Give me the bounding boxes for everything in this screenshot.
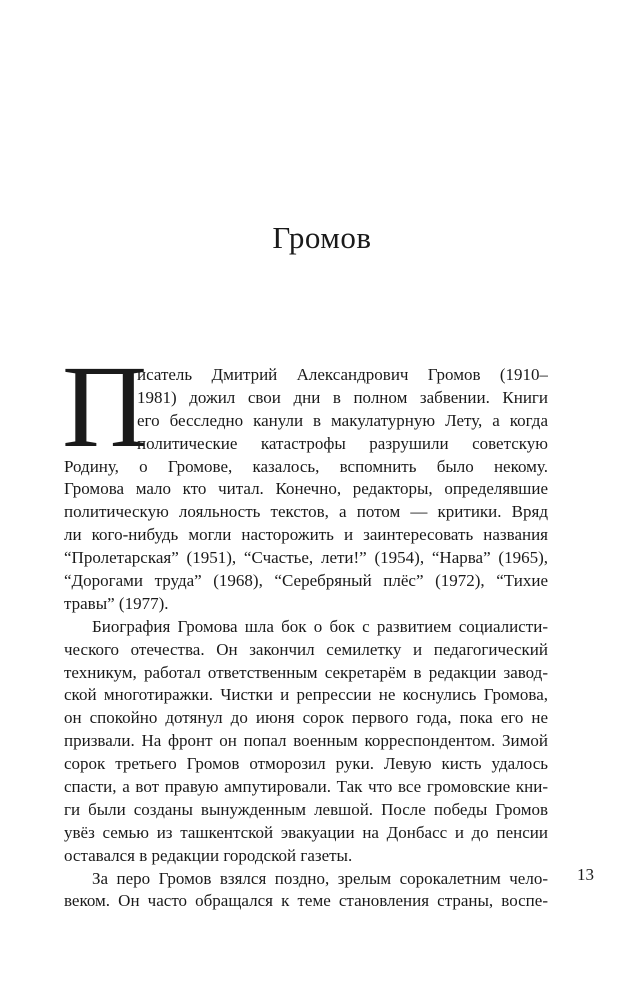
page-number: 13 bbox=[577, 865, 594, 884]
text-line: спасти, а вот правую ампутировали. Так что все громовские кни- bbox=[64, 777, 548, 797]
text-line: техникум, работал ответственным секретарём в редакции завод- bbox=[64, 662, 548, 682]
text-line: ги были созданы вынужденным левшой. После победы Громов bbox=[64, 799, 548, 819]
text-line: ской многотиражки. Чистки и репрессии не коснулись Громова, bbox=[64, 685, 548, 705]
text-line: ли кого-нибудь могли насторожить и заинтересовать названия bbox=[64, 525, 548, 545]
text-line: политические катастрофы разрушили советскую bbox=[137, 433, 548, 453]
body-text bbox=[64, 364, 548, 913]
text-line: Родину, о Громове, казалось, вспомнить было некому. bbox=[64, 456, 548, 476]
text-line: он спокойно дотянул до июня сорок первого года, пока его не bbox=[64, 708, 548, 728]
text-line: ческого отечества. Он закончил семилетку и педагогический bbox=[64, 639, 548, 659]
text-line: Громова мало кто читал. Конечно, редакторы, определявшие bbox=[64, 479, 548, 499]
drop-cap: П bbox=[62, 341, 148, 472]
text-line: 1981) дожил свои дни в полном забвении. Книги bbox=[137, 387, 548, 407]
text-line: увёз семью из ташкентской эвакуации на Донбасс и до пенсии bbox=[64, 822, 548, 842]
text-line: веком. Он часто обращался к теме становления страны, воспе- bbox=[64, 891, 548, 911]
chapter-title: Громов bbox=[272, 220, 372, 255]
text-line: сорок третьего Громов отморозил руки. Левую кисть удалось bbox=[64, 754, 548, 774]
text-line: травы” (1977). bbox=[64, 593, 169, 613]
text-line: Биография Громова шла бок о бок с развитием социалисти- bbox=[92, 616, 548, 636]
text-line: За перо Громов взялся поздно, зрелым сорокалетним чело- bbox=[92, 868, 548, 888]
text-line: “Дорогами труда” (1968), “Серебряный плёс” (1972), “Тихие bbox=[64, 571, 548, 591]
text-line: призвали. На фронт он попал военным корреспондентом. Зимой bbox=[64, 731, 548, 751]
text-line: политическую лояльность текстов, а потом — критики. Вряд bbox=[64, 502, 548, 522]
text-line: его бесследно канули в макулатурную Лету, а когда bbox=[137, 410, 548, 430]
text-line: оставался в редакции городской газеты. bbox=[64, 845, 353, 865]
text-line: исатель Дмитрий Александрович Громов (1910– bbox=[137, 365, 548, 384]
text-line: “Пролетарская” (1951), “Счастье, лети!” (1954), “Нарва” (1965), bbox=[64, 548, 548, 568]
